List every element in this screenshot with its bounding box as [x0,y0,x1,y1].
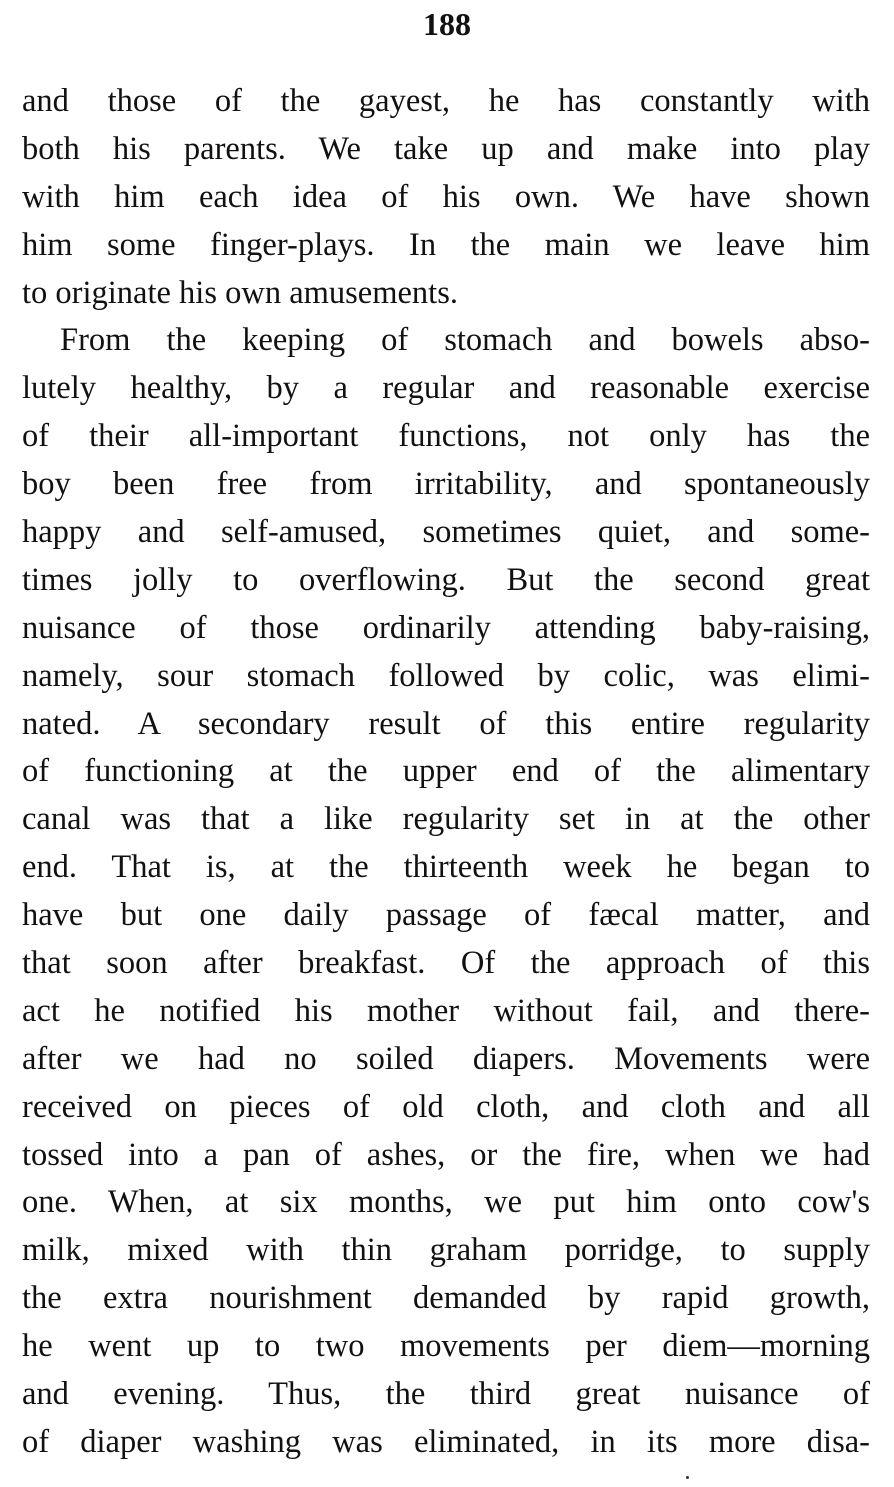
text-line: he went up to two movements per diem—morning [22,1328,870,1365]
text-line: the extra nourishment demanded by rapid growth, [22,1280,870,1317]
text-line: act he notified his mother without fail, and there- [22,992,870,1029]
text-line: to originate his own amusements. [22,274,458,311]
page-number: 188 [423,6,471,42]
text-line: nated. A secondary result of this entire regularity [22,705,870,742]
text-line: of their all-important functions, not only has the [22,418,870,455]
text-line: both his parents. We take up and make into play [22,130,870,167]
text-line: after we had no soiled diapers. Movements were [22,1040,870,1077]
text-line: received on pieces of old cloth, and cloth and all [22,1088,870,1125]
text-line: end. That is, at the thirteenth week he began to [22,849,870,886]
text-line: of functioning at the upper end of the alimentary [22,753,870,790]
text-line: have but one daily passage of fæcal matter, and [22,897,870,934]
text-line: and those of the gayest, he has constantly with [22,83,870,119]
text-line: of diaper washing was eliminated, in its more disa- [22,1423,870,1460]
text-line: milk, mixed with thin graham porridge, to supply [22,1232,870,1269]
text-line: tossed into a pan of ashes, or the fire, when we had [22,1136,870,1173]
text-line: happy and self-amused, sometimes quiet, and some- [22,514,870,551]
text-line: lutely healthy, by a regular and reasonable exercise [22,370,870,407]
text-line: nuisance of those ordinarily attending baby-raising, [22,609,870,646]
text-line: that soon after breakfast. Of the approach of this [22,945,870,982]
text-line: namely, sour stomach followed by colic, was elimi- [22,657,870,694]
text-line: and evening. Thus, the third great nuisance of [22,1376,870,1413]
body-text [22,78,870,1467]
text-line: with him each idea of his own. We have shown [22,178,870,215]
text-line: one. When, at six months, we put him onto cow's [22,1184,870,1221]
text-line: From the keeping of stomach and bowels abso- [60,322,870,359]
text-line: canal was that a like regularity set in at the other [22,801,870,838]
text-line: boy been free from irritability, and spontaneously [22,466,870,503]
text-line: him some finger-plays. In the main we leave him [22,226,870,263]
print-speck [686,1476,689,1479]
text-line: times jolly to overflowing. But the second great [22,561,870,598]
